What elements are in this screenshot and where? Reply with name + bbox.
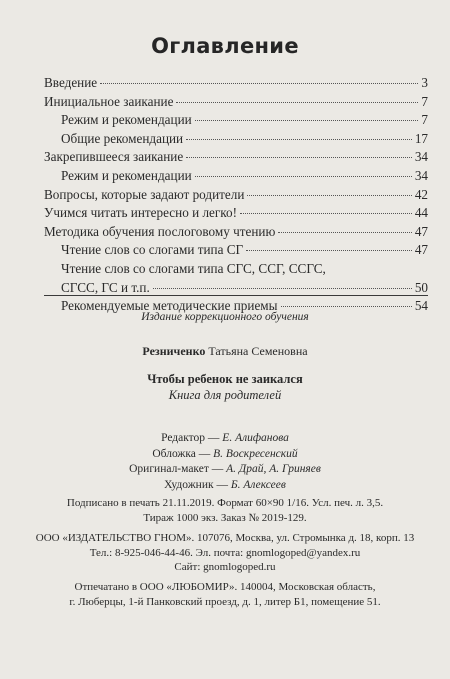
toc-leader-dots	[100, 83, 418, 84]
toc-leader-dots	[195, 120, 419, 121]
toc-entry-title: Методика обучения послоговому чтению	[44, 223, 276, 239]
author-name	[0, 344, 450, 359]
toc-page-number: 42	[414, 186, 428, 202]
divider-line	[44, 295, 428, 296]
publisher-info	[0, 531, 450, 575]
toc-leader-dots	[176, 102, 418, 103]
print-info-line-1: Подписано в печать 21.11.2019. Формат 60×90 1/16. Усл. печ. л. 3,5.	[66, 497, 384, 509]
edition-note: Издание коррекционного обучения	[141, 311, 309, 323]
toc-entry	[44, 186, 428, 205]
toc-entry	[44, 111, 428, 130]
toc-leader-dots	[153, 288, 412, 289]
credit-person: Б. Алексеев	[230, 478, 286, 491]
publisher-line-1: ООО «ИЗДАТЕЛЬСТВО ГНОМ». 107076, Москва, ул. Стромынка д. 18, корп. 13	[35, 532, 415, 544]
print-info-line-2: Тираж 1000 экз. Заказ № 2019-129.	[143, 511, 307, 524]
toc-page-number: 7	[421, 93, 428, 109]
credit-person: В. Воскресенский	[213, 447, 298, 460]
toc-entry	[44, 241, 428, 260]
credits-list	[0, 431, 450, 493]
author-surname: Резниченко	[142, 344, 206, 358]
toc-page-number: 34	[414, 149, 428, 165]
credit-line	[0, 462, 450, 478]
credit-role: Художник —	[164, 478, 231, 491]
toc-entry-title: Чтение слов со слогами типа СГС, ССГ, ССГС,	[61, 260, 326, 276]
toc-entry	[44, 167, 428, 186]
toc-page-number: 50	[414, 279, 428, 295]
toc-page-number: 17	[414, 130, 428, 146]
credit-role: Оригинал-макет —	[129, 463, 227, 476]
toc-page-number: 7	[421, 112, 428, 128]
toc-page-number: 47	[414, 242, 428, 258]
toc-page-number: 44	[414, 205, 428, 221]
table-of-contents	[44, 74, 428, 316]
toc-entry-title: Вопросы, которые задают родители	[44, 186, 245, 202]
printer-line-2: г. Люберцы, 1-й Панковский проезд, д. 1, литер Б1, помещение 51.	[69, 595, 381, 608]
credit-person: А. Драй, А. Гриняев	[226, 463, 321, 476]
toc-leader-dots	[186, 157, 412, 158]
toc-page-number: 34	[414, 167, 428, 183]
toc-entry	[44, 148, 428, 167]
publisher-line-3: Сайт: gnomlogoped.ru	[174, 561, 276, 574]
credit-line	[0, 478, 450, 494]
toc-leader-dots	[278, 232, 412, 233]
toc-entry	[44, 260, 428, 279]
toc-entry-title: Режим и рекомендации	[61, 112, 192, 128]
toc-entry	[44, 93, 428, 112]
toc-entry	[44, 130, 428, 149]
author-given-names: Татьяна Семеновна	[205, 344, 308, 358]
printer-info	[0, 580, 450, 609]
toc-page-number: 3	[421, 75, 428, 90]
toc-leader-dots	[195, 176, 412, 177]
toc-leader-dots	[186, 139, 412, 140]
toc-entry-title: Закрепившееся заикание	[44, 149, 184, 165]
toc-leader-dots	[240, 213, 412, 214]
toc-entry-title: Режим и рекомендации	[61, 167, 192, 183]
toc-entry-title: Общие рекомендации	[61, 130, 184, 146]
toc-entry-title: Чтение слов со слогами типа СГ	[61, 242, 244, 258]
print-info	[0, 496, 450, 525]
toc-page-number: 54	[414, 298, 428, 314]
credit-line	[0, 447, 450, 463]
toc-entry-title: СГСС, ГС и т.п.	[61, 279, 150, 295]
toc-leader-dots	[246, 250, 412, 251]
toc-page-number: 47	[414, 223, 428, 239]
toc-entry	[44, 74, 428, 93]
credit-person: Е. Алифанова	[222, 432, 289, 444]
book-title: Чтобы ребенок не заикался	[147, 372, 303, 386]
credit-role: Редактор —	[161, 432, 223, 444]
toc-leader-dots	[281, 306, 412, 307]
toc-entry	[44, 204, 428, 223]
toc-leader-dots	[247, 195, 411, 196]
toc-entry	[44, 223, 428, 242]
toc-entry-title: Инициальное заикание	[44, 93, 174, 109]
publisher-line-2: Тел.: 8-925-046-44-46. Эл. почта: gnomlogoped@yandex.ru	[89, 546, 361, 559]
toc-entry-title: Введение	[44, 75, 98, 90]
credit-role: Обложка —	[152, 447, 214, 460]
book-subtitle: Книга для родителей	[168, 388, 282, 402]
printer-line-1: Отпечатано в ООО «ЛЮБОМИР». 140004, Московская область,	[74, 581, 376, 593]
toc-entry-title: Учимся читать интересно и легко!	[44, 205, 238, 221]
toc-entry-title: Рекомендуемые методические приемы	[61, 298, 278, 314]
credit-line	[0, 431, 450, 447]
page-title: Оглавление	[151, 34, 299, 58]
